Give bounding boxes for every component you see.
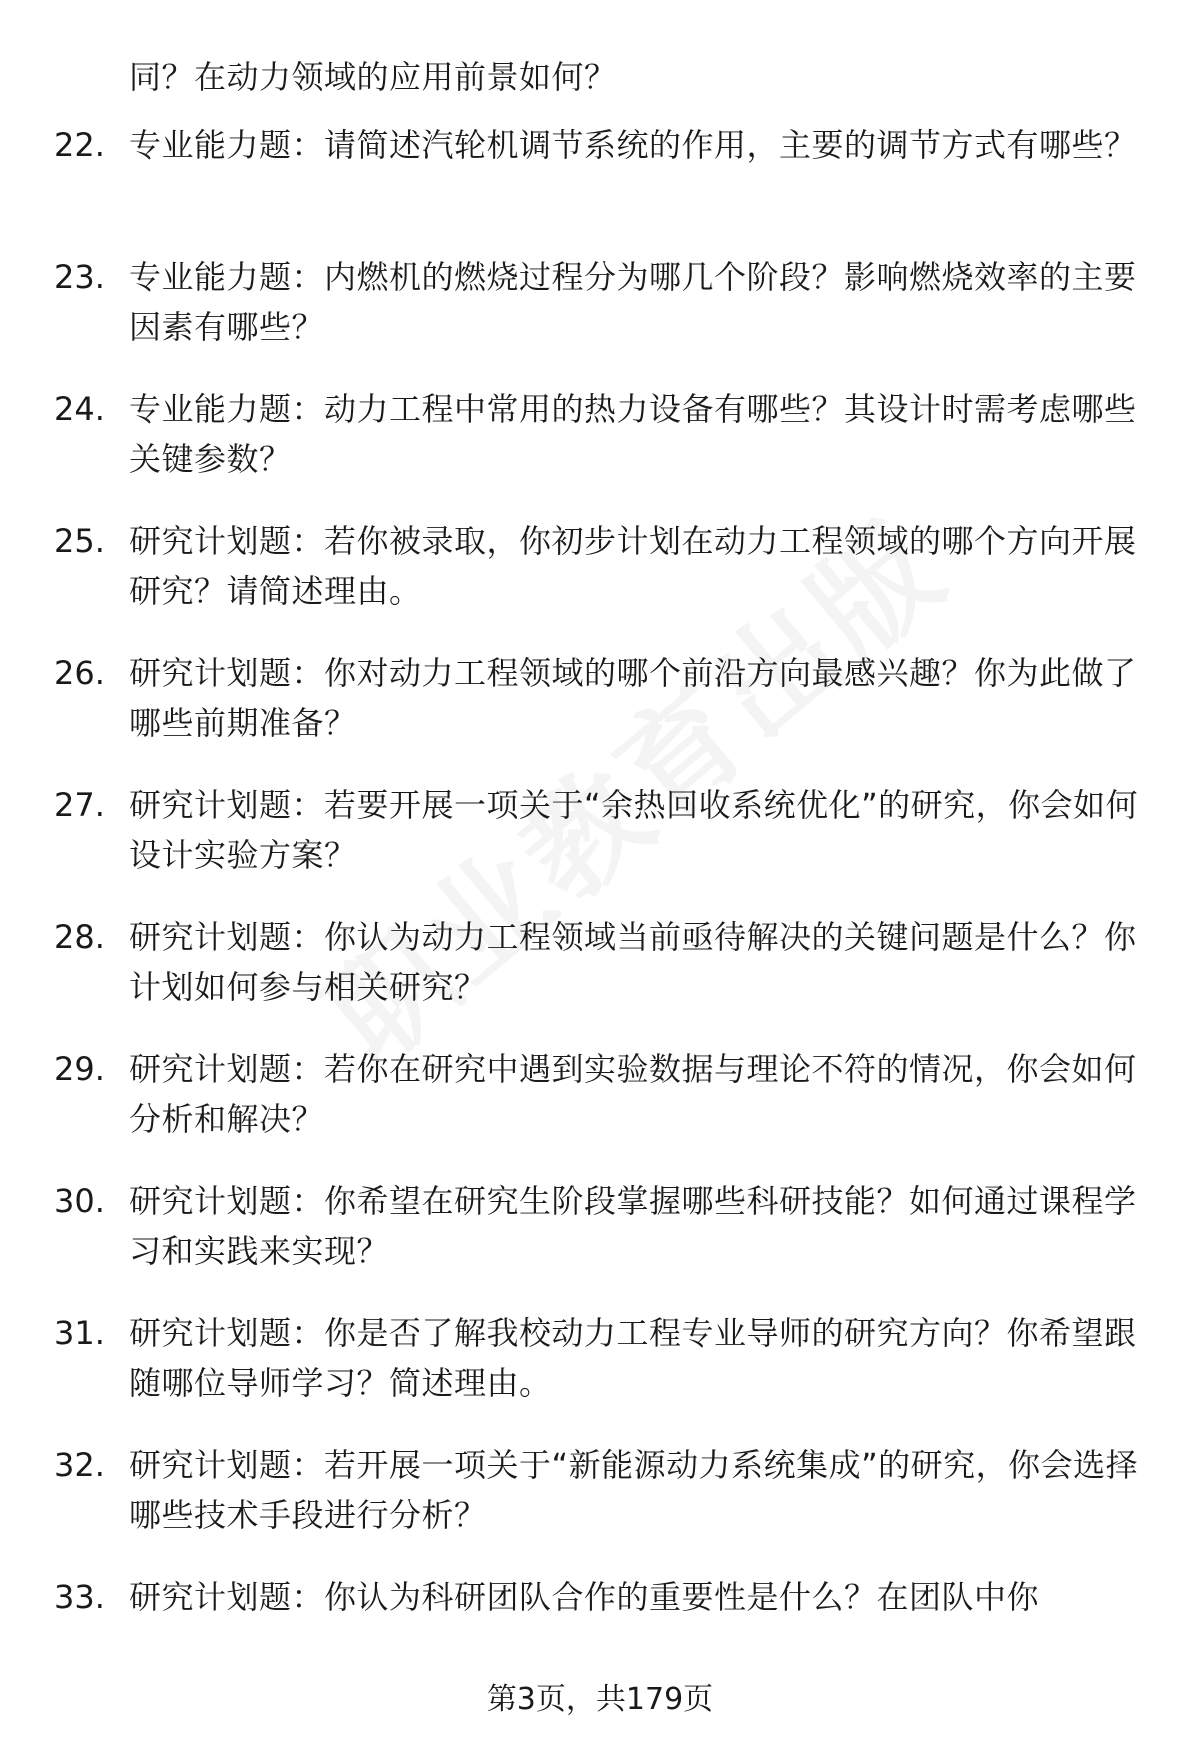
question-text: 研究计划题：若开展一项关于“新能源动力系统集成”的研究，你会选择哪些技术手段进行分析？ — [129, 1446, 1139, 1534]
question-text: 同？在动力领域的应用前景如何？ — [129, 58, 617, 96]
question-item — [0, 1440, 1200, 1572]
question-item — [0, 1308, 1200, 1440]
question-item — [0, 384, 1200, 516]
question-list — [0, 52, 1200, 1704]
question-text: 专业能力题：请简述汽轮机调节系统的作用，主要的调节方式有哪些？ — [129, 126, 1137, 164]
question-number: 26. — [54, 654, 105, 692]
question-text: 研究计划题：你是否了解我校动力工程专业导师的研究方向？你希望跟随哪位导师学习？简述理由。 — [129, 1314, 1137, 1402]
question-text: 专业能力题：内燃机的燃烧过程分为哪几个阶段？影响燃烧效率的主要因素有哪些？ — [129, 258, 1137, 346]
question-text: 研究计划题：你认为科研团队合作的重要性是什么？在团队中你 — [129, 1578, 1040, 1616]
question-item — [0, 648, 1200, 780]
question-text: 专业能力题：动力工程中常用的热力设备有哪些？其设计时需考虑哪些关键参数？ — [129, 390, 1137, 478]
question-number: 30. — [54, 1182, 105, 1220]
question-number: 27. — [54, 786, 105, 824]
question-text: 研究计划题：你认为动力工程领域当前亟待解决的关键问题是什么？你计划如何参与相关研究？ — [129, 918, 1137, 1006]
question-number: 23. — [54, 258, 105, 296]
question-item — [0, 252, 1200, 384]
question-text: 研究计划题：你对动力工程领域的哪个前沿方向最感兴趣？你为此做了哪些前期准备？ — [129, 654, 1137, 742]
question-text: 研究计划题：若你在研究中遇到实验数据与理论不符的情况，你会如何分析和解决？ — [129, 1050, 1137, 1138]
question-item — [0, 912, 1200, 1044]
question-item — [0, 120, 1200, 252]
question-number: 24. — [54, 390, 105, 428]
question-text: 研究计划题：若你被录取，你初步计划在动力工程领域的哪个方向开展研究？请简述理由。 — [129, 522, 1137, 610]
question-item — [0, 52, 1200, 120]
question-item — [0, 780, 1200, 912]
question-number: 33. — [54, 1578, 105, 1616]
question-item — [0, 1044, 1200, 1176]
question-number: 31. — [54, 1314, 105, 1352]
question-number: 22. — [54, 126, 105, 164]
question-item — [0, 1176, 1200, 1308]
question-text: 研究计划题：若要开展一项关于“余热回收系统优化”的研究，你会如何设计实验方案？ — [129, 786, 1139, 874]
question-number: 32. — [54, 1446, 105, 1484]
question-number: 29. — [54, 1050, 105, 1088]
question-number: 28. — [54, 918, 105, 956]
question-item — [0, 516, 1200, 648]
page-footer: 第3页，共179页 — [486, 1682, 714, 1717]
question-text: 研究计划题：你希望在研究生阶段掌握哪些科研技能？如何通过课程学习和实践来实现？ — [129, 1182, 1137, 1270]
question-number: 25. — [54, 522, 105, 560]
